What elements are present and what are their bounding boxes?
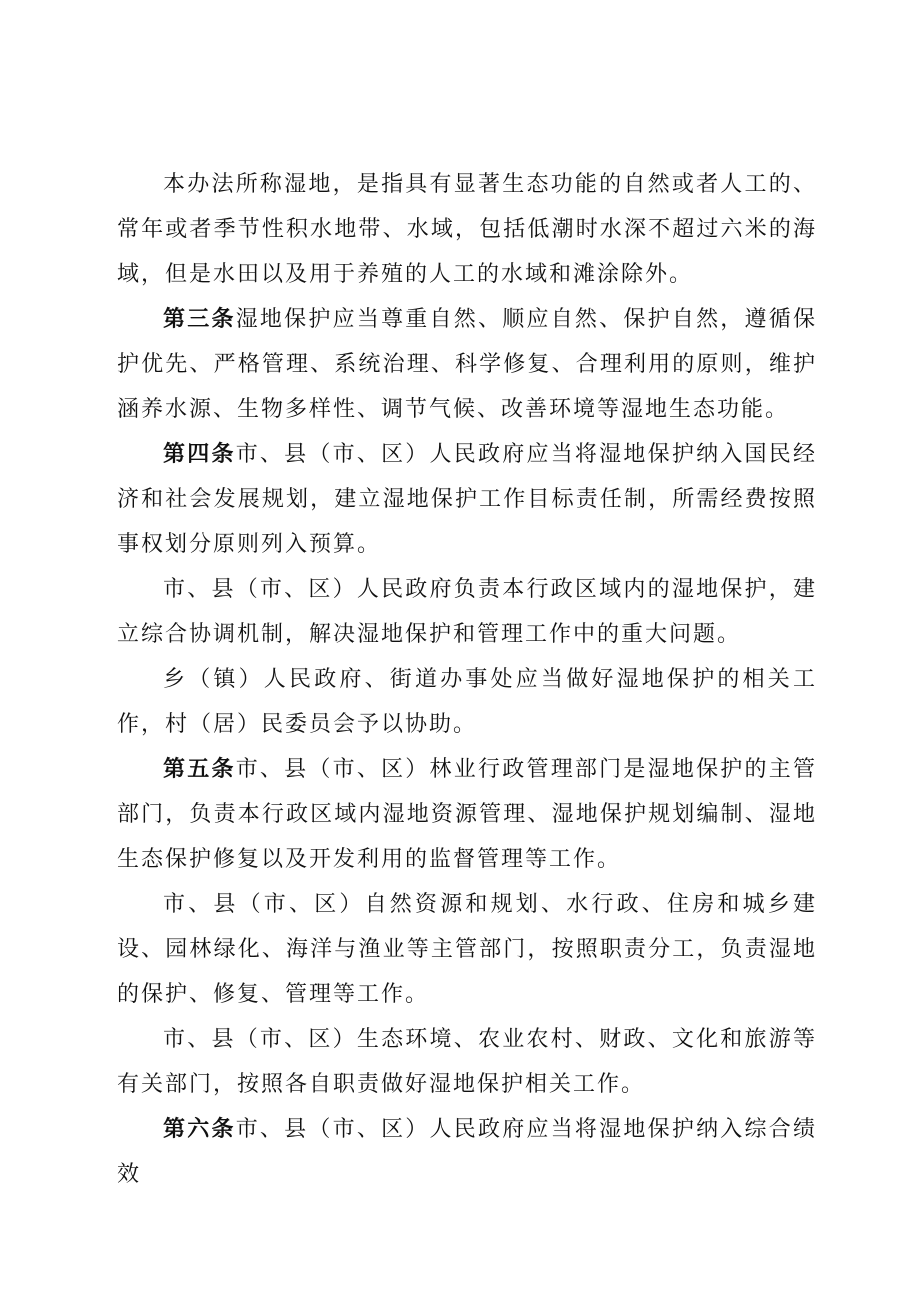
paragraph-article-5-clause-3	[117, 1017, 817, 1107]
paragraph-article-5-clause-2	[117, 882, 817, 1017]
paragraph-article-3	[117, 297, 817, 432]
article-number: 第五条	[163, 757, 236, 782]
paragraph-article-4-clause-2	[117, 567, 817, 657]
paragraph-article-6	[117, 1107, 817, 1197]
article-number: 第六条	[163, 1117, 236, 1142]
paragraph-text: 湿地保护应当尊重自然、顺应自然、保护自然，遵循保护优先、严格管理、系统治理、科学修复、合理利用的原则，维护涵养水源、生物多样性、调节气候、改善环境等湿地生态功能。	[117, 307, 817, 422]
paragraph-text: 市、县（市、区）人民政府应当将湿地保护纳入国民经济和社会发展规划，建立湿地保护工作目标责任制，所需经费按照事权划分原则列入预算。	[117, 442, 817, 557]
paragraph-text: 市、县（市、区）自然资源和规划、水行政、住房和城乡建设、园林绿化、海洋与渔业等主管部门，按照职责分工，负责湿地的保护、修复、管理等工作。	[117, 892, 817, 1007]
paragraph-article-4	[117, 432, 817, 567]
paragraph-article-5	[117, 747, 817, 882]
paragraph-text: 市、县（市、区）人民政府应当将湿地保护纳入综合绩效	[117, 1117, 817, 1187]
paragraph-text: 市、县（市、区）生态环境、农业农村、财政、文化和旅游等有关部门，按照各自职责做好湿地保护相关工作。	[117, 1027, 817, 1097]
paragraph-text: 本办法所称湿地，是指具有显著生态功能的自然或者人工的、常年或者季节性积水地带、水域，包括低潮时水深不超过六米的海域，但是水田以及用于养殖的人工的水域和滩涂除外。	[117, 172, 817, 287]
document-body	[117, 162, 817, 1197]
article-number: 第三条	[163, 307, 236, 332]
paragraph-text: 乡（镇）人民政府、街道办事处应当做好湿地保护的相关工作，村（居）民委员会予以协助。	[117, 667, 817, 737]
paragraph-text: 市、县（市、区）人民政府负责本行政区域内的湿地保护，建立综合协调机制，解决湿地保护和管理工作中的重大问题。	[117, 577, 817, 647]
paragraph-wetland-definition	[117, 162, 817, 297]
paragraph-text: 市、县（市、区）林业行政管理部门是湿地保护的主管部门，负责本行政区域内湿地资源管理、湿地保护规划编制、湿地生态保护修复以及开发利用的监督管理等工作。	[117, 757, 817, 872]
paragraph-article-4-clause-3	[117, 657, 817, 747]
article-number: 第四条	[163, 442, 236, 467]
